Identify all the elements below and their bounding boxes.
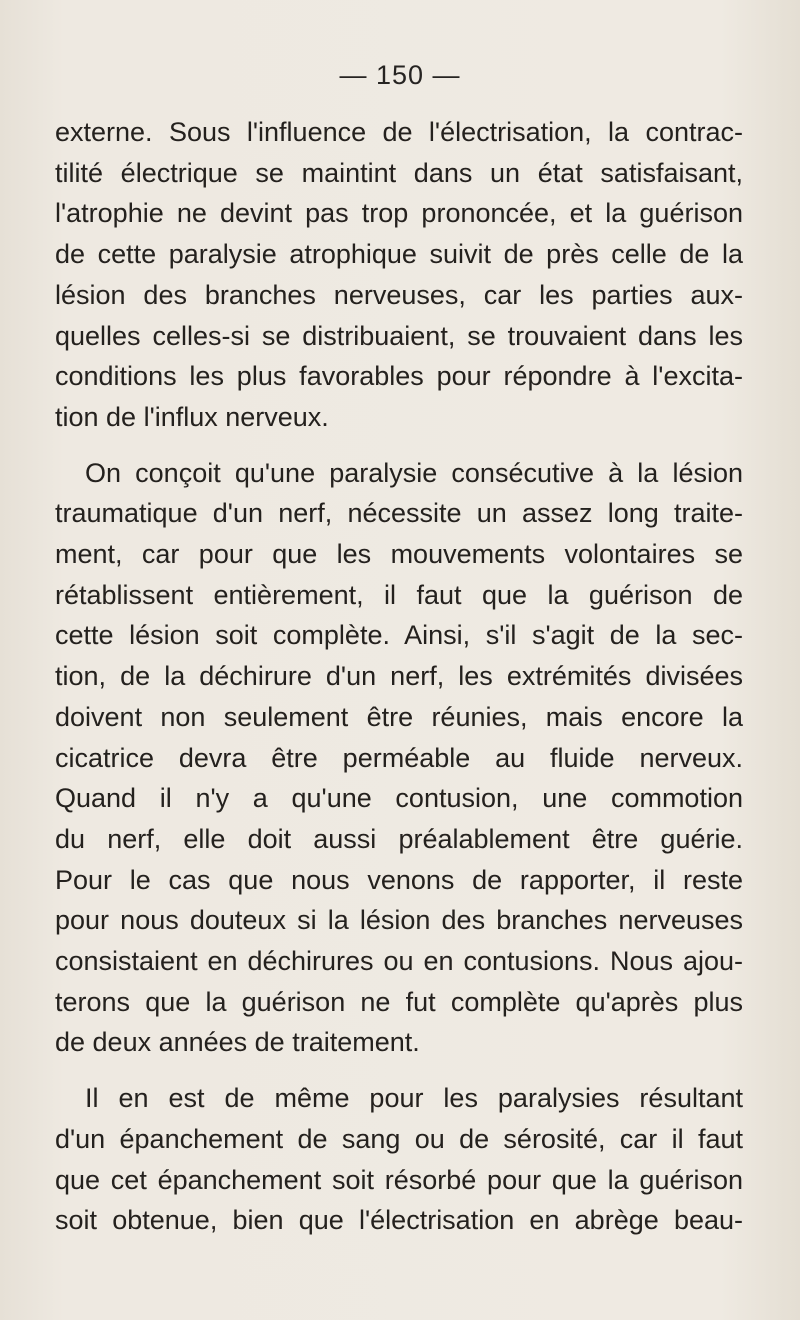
text-line: soit obtenue, bien que l'électrisation en abrège beau-: [55, 1205, 743, 1236]
text-line: de cette paralysie atrophique suivit de près celle de la: [55, 239, 743, 270]
text-line: doivent non seulement être réunies, mais encore la: [55, 701, 743, 732]
text-line: que cet épanchement soit résorbé pour que la guérison: [55, 1164, 743, 1195]
text-line: Il en est de même pour les paralysies résultant: [85, 1083, 743, 1114]
text-line: terons que la guérison ne fut complète qu'après plus: [55, 986, 743, 1017]
text-line: lésion des branches nerveuses, car les parties aux-: [55, 279, 743, 310]
text-line: du nerf, elle doit aussi préalablement être guérie.: [55, 823, 743, 854]
text-line: tilité électrique se maintint dans un état satisfaisant,: [55, 157, 743, 188]
text-line: Pour le cas que nous venons de rapporter, il reste: [55, 864, 743, 895]
page-number: — 150 —: [339, 60, 461, 90]
text-line: cette lésion soit complète. Ainsi, s'il s'agit de la sec-: [55, 620, 743, 651]
body-text: [55, 112, 743, 1256]
text-line: tion de l'influx nerveux.: [55, 401, 329, 432]
text-line: externe. Sous l'influence de l'électrisation, la contrac-: [55, 117, 743, 147]
text-line: ment, car pour que les mouvements volontaires se: [55, 539, 743, 570]
text-line: tion, de la déchirure d'un nerf, les extrémités divisées: [55, 661, 743, 692]
text-line: rétablissent entièrement, il faut que la guérison de: [55, 579, 743, 610]
text-line: On conçoit qu'une paralysie consécutive à la lésion: [85, 457, 743, 488]
text-line: cicatrice devra être perméable au fluide nerveux.: [55, 742, 743, 773]
text-line: conditions les plus favorables pour répondre à l'excita-: [55, 361, 743, 392]
text-line: consistaient en déchirures ou en contusions. Nous ajou-: [55, 946, 743, 977]
paragraph-2: [55, 453, 743, 1064]
text-line: quelles celles-si se distribuaient, se trouvaient dans les: [55, 320, 743, 351]
paragraph-3: [55, 1078, 743, 1241]
text-line: traumatique d'un nerf, nécessite un assez long traite-: [55, 498, 743, 529]
text-line: Quand il n'y a qu'une contusion, une commotion: [55, 783, 743, 814]
paragraph-1: [55, 112, 743, 438]
text-line: d'un épanchement de sang ou de sérosité, car il faut: [55, 1123, 743, 1154]
text-line: l'atrophie ne devint pas trop prononcée, et la guérison: [55, 198, 743, 229]
text-line: pour nous douteux si la lésion des branches nerveuses: [55, 905, 743, 936]
text-line: de deux années de traitement.: [55, 1027, 420, 1058]
